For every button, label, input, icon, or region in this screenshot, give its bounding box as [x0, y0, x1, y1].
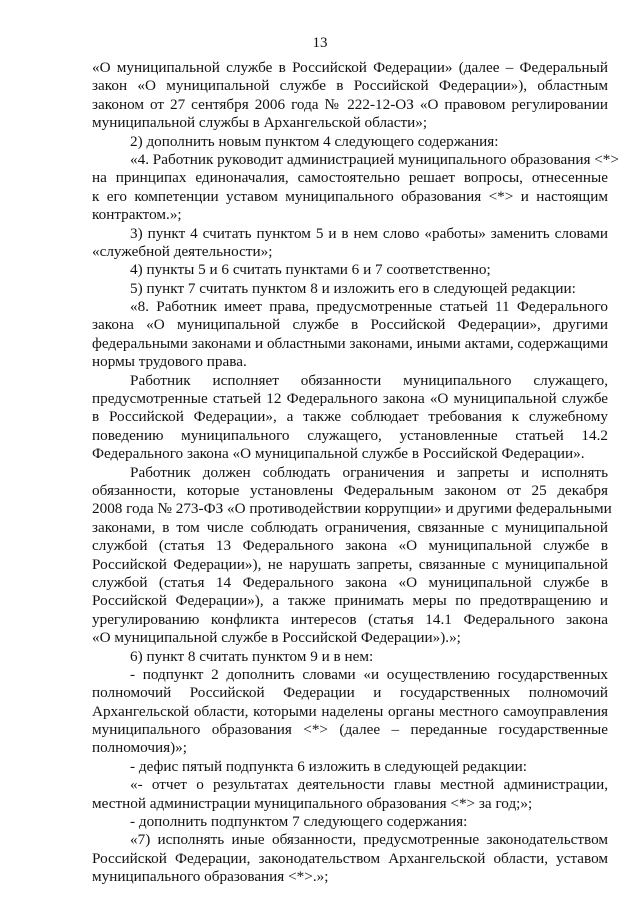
- paragraph: [92, 280, 608, 298]
- text-line: «О муниципальной службе в Российской Федерации» (далее – Федеральный: [92, 59, 608, 76]
- text-line: «- отчет о результатах деятельности главы местной администрации,: [130, 776, 608, 794]
- text-line: муниципальной службы в Архангельской области»;: [92, 114, 428, 132]
- text-line: обязанности, которые установлены Федеральным законом от 25 декабря: [92, 481, 608, 499]
- text-line: полномочий Российской Федерации и государственных полномочий: [92, 684, 608, 702]
- paragraph: [92, 133, 608, 151]
- text-line: федеральными законами и областными законами, иными актами, содержащими: [92, 334, 609, 352]
- paragraph: [92, 261, 608, 279]
- text-line: нормы трудового права.: [92, 353, 247, 371]
- paragraph: [92, 831, 608, 886]
- page-number: 13: [312, 35, 328, 51]
- paragraph: [92, 372, 608, 464]
- paragraph: [92, 150, 619, 225]
- paragraph: [92, 813, 608, 831]
- text-line: 2008 года № 273-ФЗ «О противодействии коррупции» и другими федеральными: [92, 500, 612, 518]
- text-line: предусмотренные статьей 12 Федерального закона «О муниципальной службе: [92, 390, 608, 408]
- text-line: Архангельской области, которыми наделены органы местного самоуправления: [92, 702, 608, 720]
- text-line: в Российской Федерации», а также соблюдает требования к служебному: [92, 408, 608, 426]
- text-line: 6) пункт 8 считать пунктом 9 и в нем:: [130, 647, 374, 665]
- text-line: Российской Федерации, законодательством Архангельской области, уставом: [92, 849, 608, 867]
- text-line: службой (статья 13 Федерального закона «О муниципальной службе в: [92, 537, 608, 555]
- text-line: контрактом.»;: [92, 206, 182, 224]
- paragraph: [92, 225, 608, 262]
- text-line: полномочия)»;: [92, 739, 187, 757]
- text-line: закон «О муниципальной службе в Российской Федерации»), областным: [92, 77, 608, 95]
- text-line: - дополнить подпунктом 7 следующего содержания:: [130, 813, 468, 831]
- text-line: Работник исполняет обязанности муниципального служащего,: [130, 371, 608, 389]
- text-line: законами, в том числе соблюдать ограничения, связанные с муниципальной: [92, 518, 608, 536]
- text-line: урегулированию конфликта интересов (статья 14.1 Федерального закона: [92, 610, 608, 628]
- text-line: муниципального образования <*>.»;: [92, 868, 329, 886]
- text-line: законом от 27 сентября 2006 года № 222-12-ОЗ «О правовом регулировании: [92, 95, 608, 113]
- text-line: Российской Федерации»), а также принимать меры по предотвращению и: [92, 592, 608, 610]
- text-line: 2) дополнить новым пунктом 4 следующего содержания:: [130, 132, 499, 150]
- text-line: 3) пункт 4 считать пунктом 5 и в нем слово «работы» заменить словами: [130, 224, 608, 242]
- paragraph: [92, 463, 612, 648]
- document-body: [92, 59, 619, 887]
- text-line: Работник должен соблюдать ограничения и запреты и исполнять: [130, 463, 608, 481]
- text-line: «8. Работник имеет права, предусмотренные статьей 11 Федерального: [130, 298, 608, 316]
- text-line: на принципах единоначалия, самостоятельно решает вопросы, отнесенные: [92, 169, 608, 187]
- text-line: Российской Федерации»), не нарушать запреты, связанные с муниципальной: [92, 555, 608, 573]
- text-line: закона «О муниципальной службе в Российской Федерации», другими: [92, 316, 608, 334]
- text-line: «служебной деятельности»;: [92, 242, 273, 260]
- text-line: службой (статья 14 Федерального закона «О муниципальной службе в: [92, 573, 608, 591]
- text-line: - подпункт 2 дополнить словами «и осуществлению государственных: [130, 665, 608, 683]
- text-line: «О муниципальной службе в Российской Федерации»).»;: [92, 629, 461, 647]
- text-line: местной администрации муниципального образования <*> за год;»;: [92, 794, 533, 812]
- text-line: 5) пункт 7 считать пунктом 8 и изложить его в следующей редакции:: [130, 279, 576, 297]
- paragraph: [92, 59, 608, 133]
- paragraph: [92, 758, 608, 776]
- text-line: поведению муниципального служащего, установленные статьей 14.2: [92, 426, 608, 444]
- text-line: «7) исполнять иные обязанности, предусмотренные законодательством: [130, 831, 608, 849]
- text-line: муниципального образования <*> (далее – переданные государственные: [92, 721, 608, 739]
- text-line: - дефис пятый подпункта 6 изложить в следующей редакции:: [130, 757, 528, 775]
- paragraph: [92, 648, 608, 666]
- text-line: «4. Работник руководит администрацией муниципального образования <*>: [130, 150, 619, 168]
- paragraph: [92, 666, 608, 758]
- text-line: Федерального закона «О муниципальной службе в Российской Федерации».: [92, 445, 585, 463]
- paragraph: [92, 298, 608, 372]
- text-line: к его компетенции уставом муниципального образования <*> и настоящим: [92, 187, 608, 205]
- text-line: 4) пункты 5 и 6 считать пунктами 6 и 7 соответственно;: [130, 261, 491, 279]
- paragraph: [92, 776, 608, 813]
